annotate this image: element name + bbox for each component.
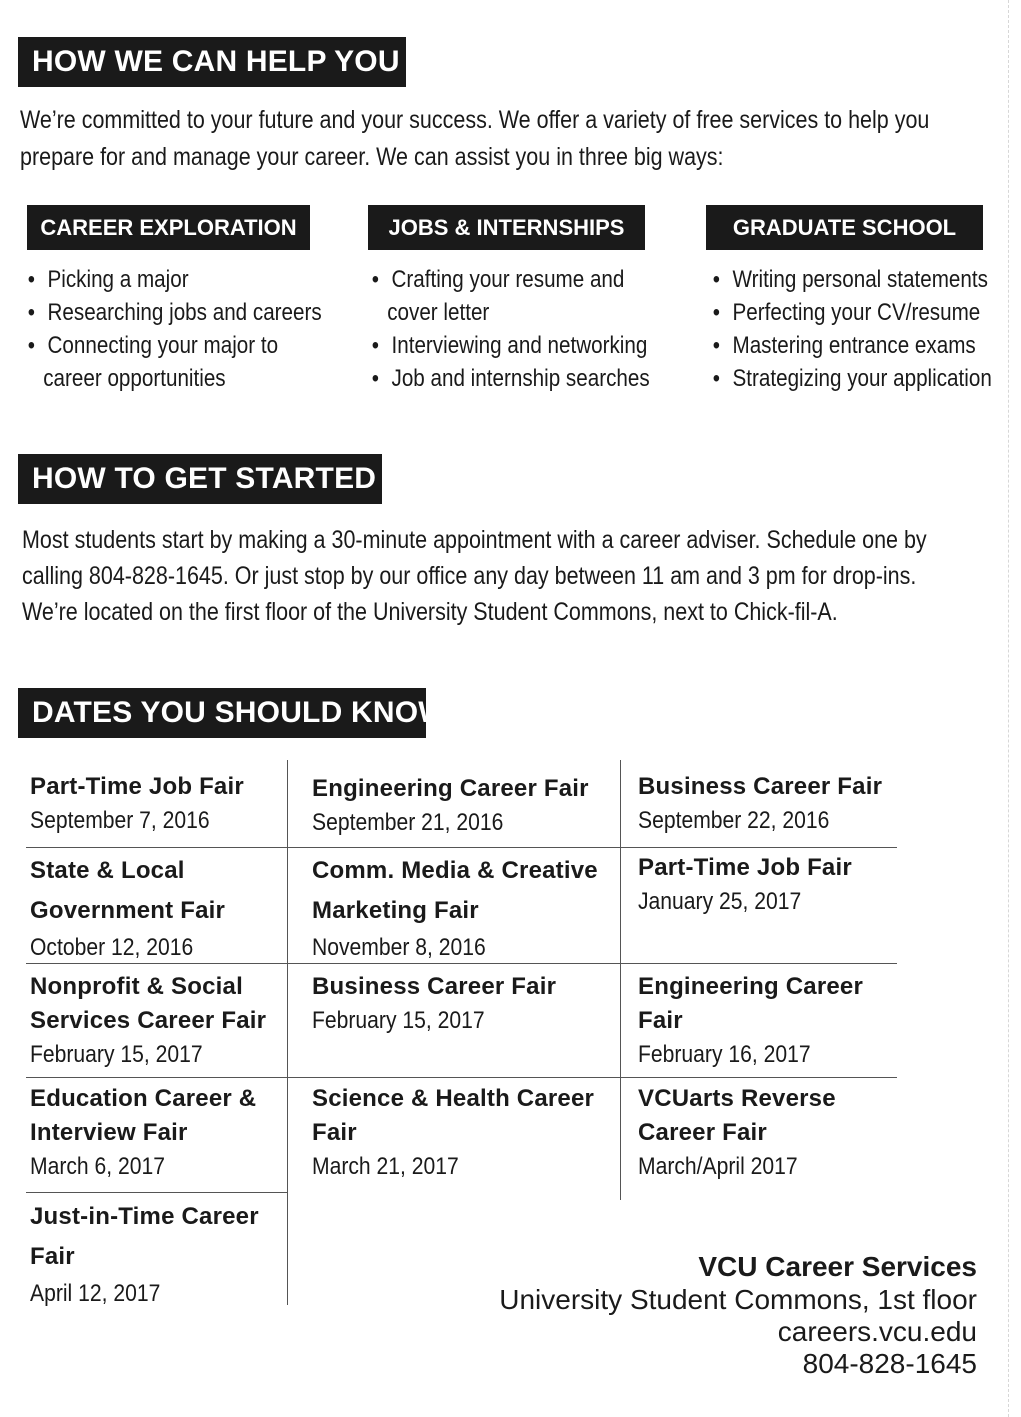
jobs-internships-list [370, 263, 650, 395]
event-cell [628, 970, 898, 1072]
event-cell [20, 770, 286, 838]
event-cell [20, 1082, 286, 1184]
list-item: • Strategizing your application [711, 362, 992, 395]
list-item: • Perfecting your CV/resume [711, 296, 992, 329]
start-line-1: Most students start by making a 30-minute appointment with a career adviser. Schedule one by [22, 526, 927, 554]
career-exploration-list [26, 263, 322, 395]
event-title: Business Career Fair [638, 773, 883, 800]
website-link[interactable]: careers.vcu.edu [777, 1316, 977, 1347]
event-date: February 16, 2017 [638, 1041, 811, 1068]
list-item: • Writing personal statements [711, 263, 992, 296]
event-cell [302, 970, 620, 1038]
list-item: • Mastering entrance exams [711, 329, 992, 362]
event-title: Science & Health Career Fair [312, 1085, 595, 1146]
event-title: Nonprofit & Social Services Career Fair [30, 973, 267, 1034]
event-date: February 15, 2017 [30, 1041, 203, 1068]
office-location: University Student Commons, 1st floor [499, 1284, 977, 1315]
start-line-2: calling 804-828-1645. Or just stop by our office any day between 11 am and 3 pm for drop-ins. [22, 562, 917, 590]
event-title: Business Career Fair [312, 973, 557, 1000]
list-item: • Researching jobs and careers [26, 296, 322, 329]
event-title: Engineering Career Fair [638, 973, 864, 1034]
event-date: January 25, 2017 [638, 888, 802, 915]
event-title: VCUarts Reverse Career Fair [638, 1085, 836, 1146]
event-date: September 22, 2016 [638, 807, 830, 834]
phone-number[interactable]: 804-828-1645 [802, 1348, 977, 1379]
org-name: VCU Career Services [698, 1251, 977, 1282]
grid-divider [26, 847, 897, 848]
contact-block [499, 1250, 977, 1380]
event-title: Comm. Media & Creative Marketing Fair [312, 857, 598, 924]
page-edge-guide [1008, 0, 1009, 1417]
event-title: Just-in-Time Career Fair [30, 1203, 259, 1270]
event-title: Part-Time Job Fair [30, 773, 244, 800]
event-cell [628, 1082, 868, 1184]
event-date: March 6, 2017 [30, 1153, 166, 1180]
event-cell [20, 970, 286, 1072]
event-title: Part-Time Job Fair [638, 854, 852, 881]
grid-divider [26, 1077, 897, 1078]
list-item: • Job and internship searches [370, 362, 650, 395]
grid-divider [26, 1192, 287, 1193]
help-heading: HOW WE CAN HELP YOU [18, 37, 406, 87]
help-intro-line-1: We’re committed to your future and your success. We offer a variety of free services to help you [20, 106, 930, 134]
event-cell [302, 772, 620, 840]
graduate-school-list [711, 263, 992, 395]
help-intro-line-2: prepare for and manage your career. We can assist you in three big ways: [20, 143, 724, 171]
event-title: Education Career & Interview Fair [30, 1085, 257, 1146]
event-cell [20, 1197, 280, 1311]
event-cell [628, 770, 918, 838]
event-title: Engineering Career Fair [312, 775, 589, 802]
event-date: October 12, 2016 [30, 934, 194, 961]
grid-divider [620, 760, 621, 1200]
event-cell [628, 851, 918, 919]
list-item-continuation: cover letter [387, 299, 490, 326]
event-cell [302, 1082, 620, 1184]
list-item: • Interviewing and networking [370, 329, 650, 362]
graduate-school-heading: GRADUATE SCHOOL [706, 205, 983, 250]
list-item-continuation: career opportunities [43, 365, 226, 392]
event-date: November 8, 2016 [312, 934, 486, 961]
event-title: State & Local Government Fair [30, 857, 226, 924]
list-item: • Connecting your major to [26, 329, 322, 362]
event-date: March/April 2017 [638, 1153, 798, 1180]
event-date: September 7, 2016 [30, 807, 210, 834]
event-date: April 12, 2017 [30, 1280, 161, 1307]
career-exploration-heading: CAREER EXPLORATION [27, 205, 310, 250]
event-date: March 21, 2017 [312, 1153, 459, 1180]
start-heading: HOW TO GET STARTED [18, 454, 382, 504]
event-date: February 15, 2017 [312, 1007, 485, 1034]
start-line-3: We’re located on the first floor of the University Student Commons, next to Chick-fil-A. [22, 598, 838, 626]
event-cell [302, 851, 620, 965]
event-date: September 21, 2016 [312, 809, 504, 836]
jobs-internships-heading: JOBS & INTERNSHIPS [368, 205, 645, 250]
grid-divider [287, 760, 288, 1305]
list-item: • Picking a major [26, 263, 322, 296]
dates-heading: DATES YOU SHOULD KNOW [18, 688, 426, 738]
list-item: • Crafting your resume and [370, 263, 650, 296]
event-cell [20, 851, 260, 965]
